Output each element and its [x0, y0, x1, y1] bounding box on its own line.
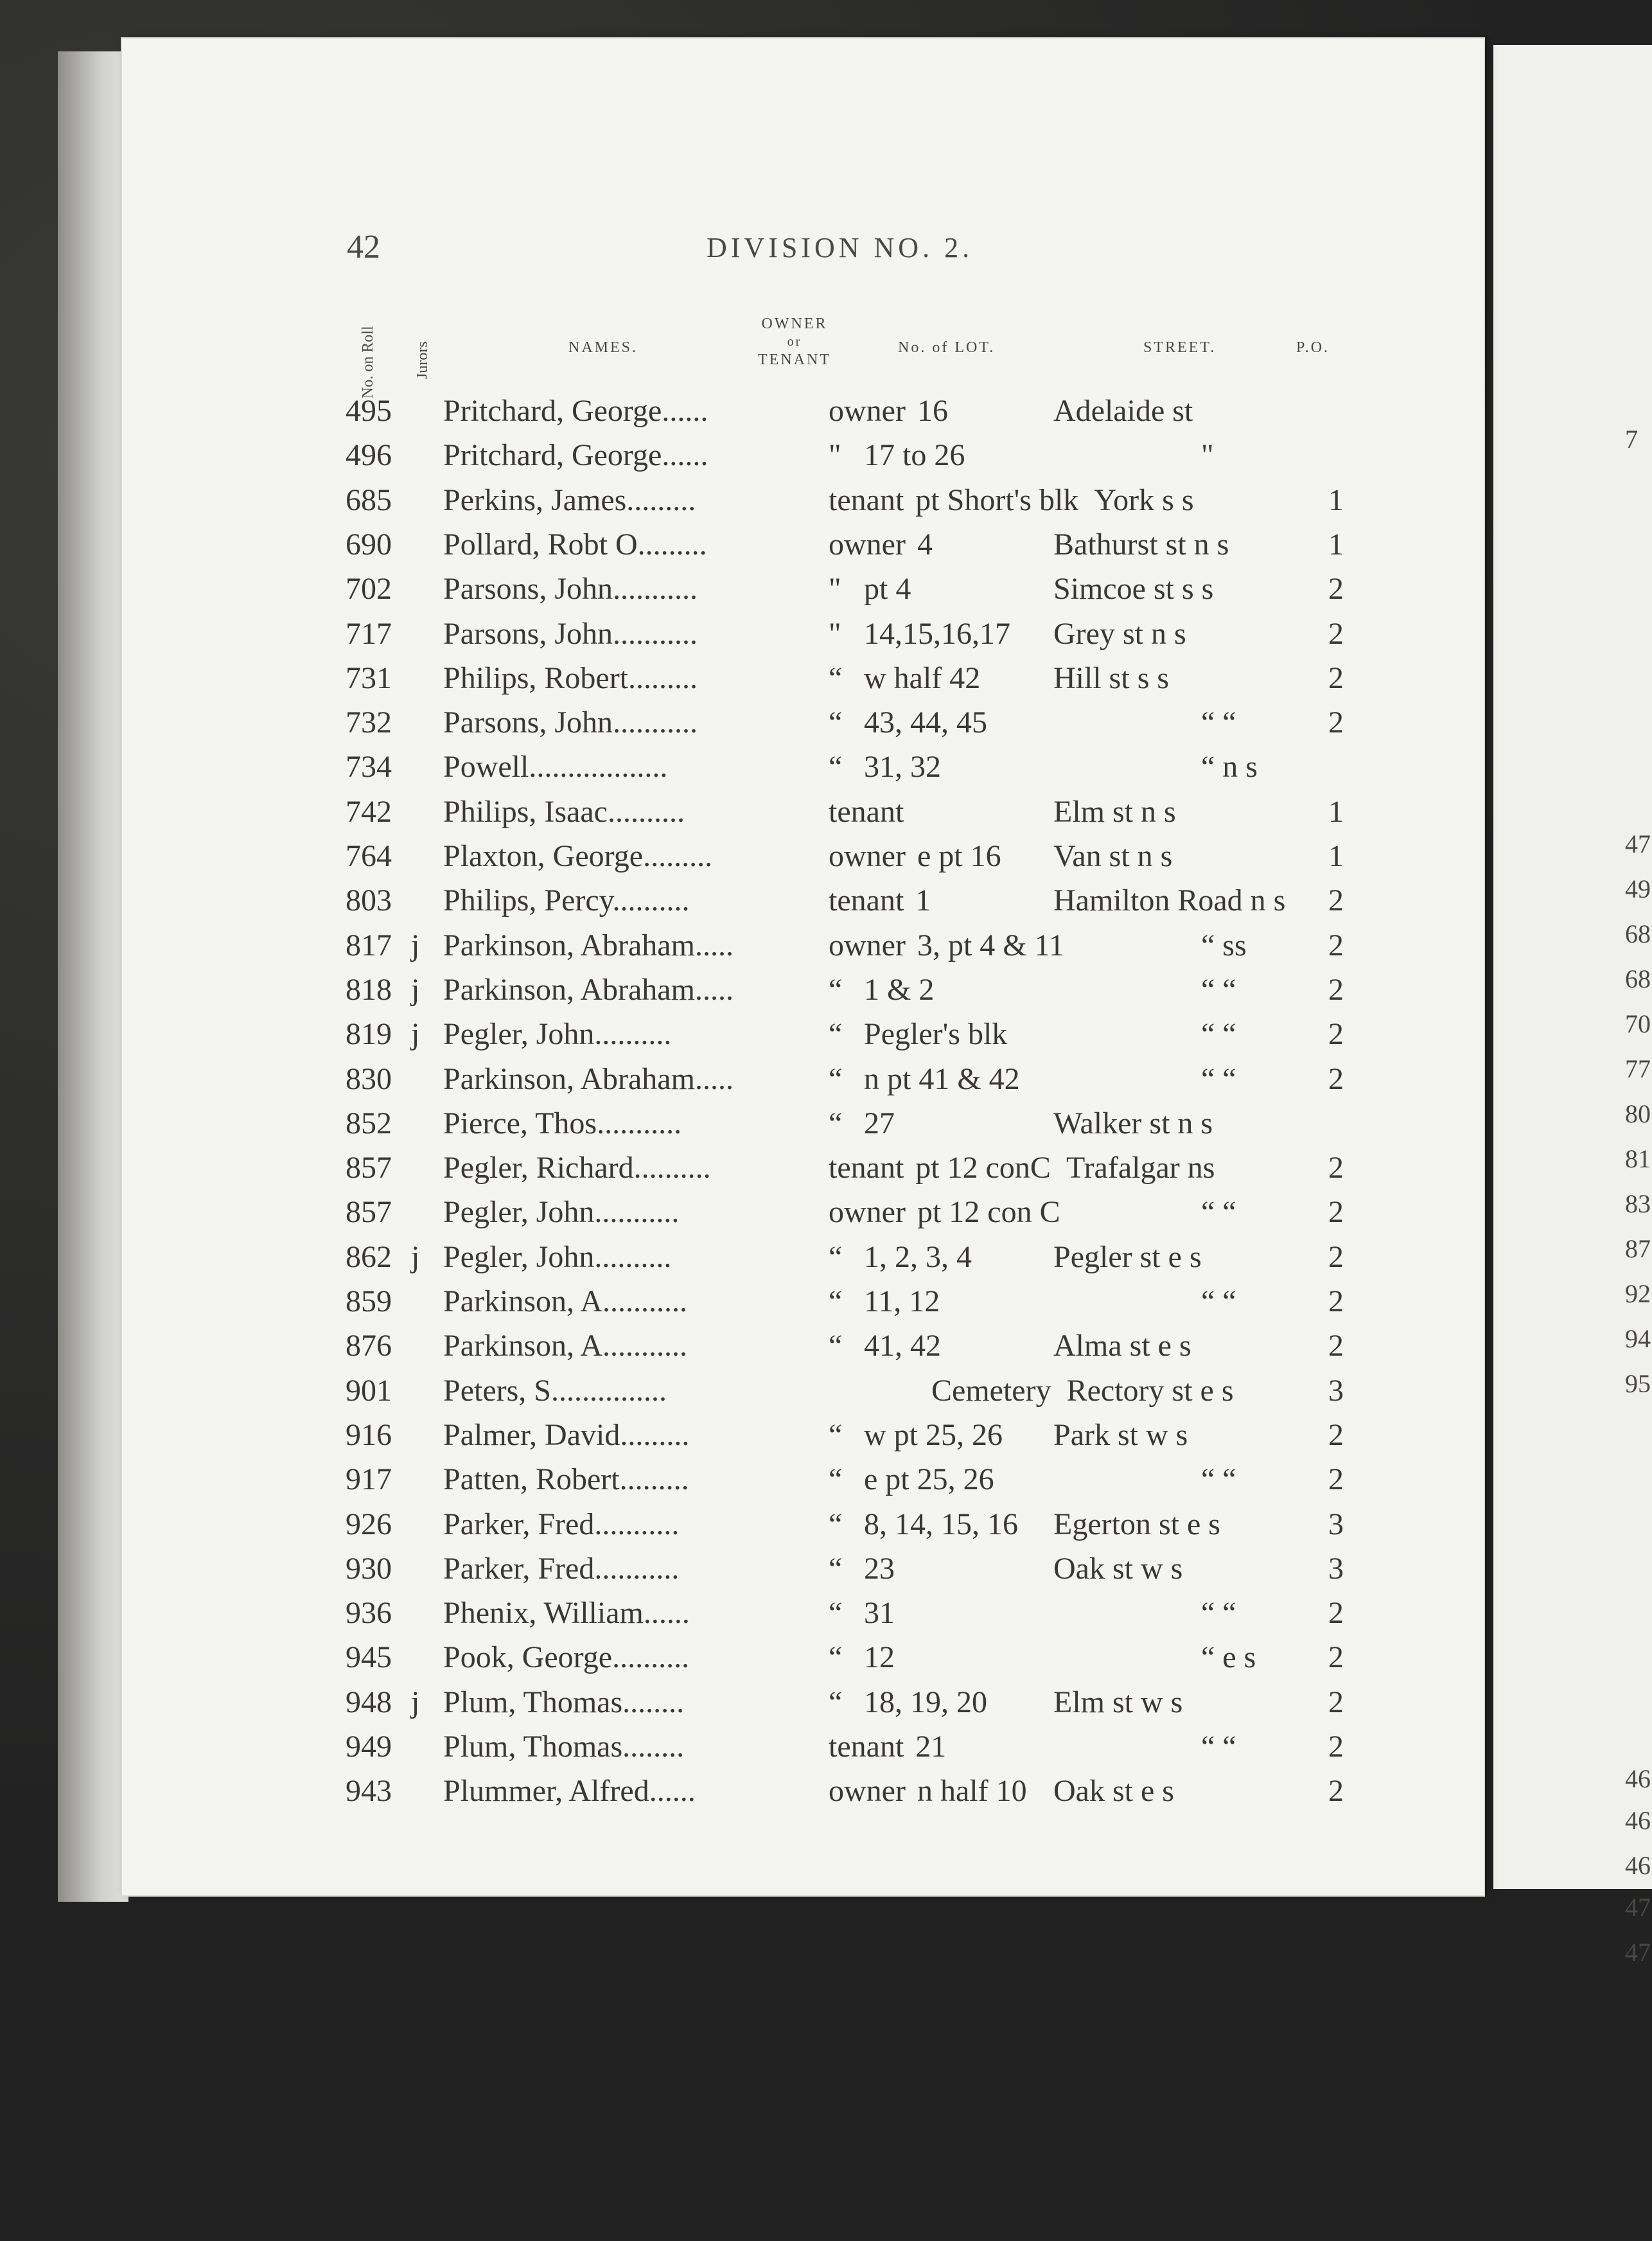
roll-number: 926: [346, 1507, 392, 1541]
adjacent-page-number: 83: [1625, 1189, 1651, 1218]
owner-tenant-cell: “: [829, 1462, 843, 1496]
po-cell: 2: [1328, 1596, 1344, 1630]
table-row: [0, 1150, 1652, 1194]
lot-cell: 8, 14, 15, 16: [864, 1507, 1018, 1541]
name-cell: Parsons, John...........: [443, 617, 698, 651]
street-cell: Oak st e s: [1053, 1774, 1174, 1808]
street-cell: Adelaide st: [1053, 394, 1193, 428]
owner-tenant-cell: owner: [829, 1774, 906, 1808]
adjacent-page-number: 80: [1625, 1099, 1651, 1128]
juror-mark: j: [411, 928, 420, 962]
lot-cell: 43, 44, 45: [864, 705, 987, 740]
owner-tenant-cell: “: [829, 705, 843, 740]
street-cell: ": [1201, 438, 1214, 472]
table-row: [0, 438, 1652, 482]
po-cell: 2: [1328, 1418, 1344, 1452]
street-cell: Rectory st e s: [1066, 1374, 1234, 1408]
street-cell: Hill st s s: [1053, 661, 1170, 695]
owner-tenant-cell: “: [829, 1507, 843, 1541]
name-cell: Pegler, John..........: [443, 1017, 672, 1051]
street-cell: “ “: [1201, 1596, 1236, 1630]
street-cell: “ “: [1201, 1195, 1236, 1229]
lot-cell: 3, pt 4 & 11: [917, 928, 1064, 962]
name-cell: Pierce, Thos...........: [443, 1106, 682, 1140]
division-title: DIVISION NO. 2.: [707, 232, 974, 263]
street-cell: Elm st w s: [1053, 1685, 1183, 1719]
table-row: [0, 1507, 1652, 1551]
lot-cell: 16: [917, 394, 948, 428]
name-cell: Plum, Thomas........: [443, 1685, 685, 1719]
roll-number: 948: [346, 1685, 392, 1719]
owner-tenant-cell: owner: [829, 928, 906, 962]
po-cell: 3: [1328, 1374, 1344, 1408]
owner-tenant-cell: “: [829, 1106, 843, 1140]
street-cell: Grey st n s: [1053, 617, 1186, 651]
owner-tenant-cell: tenant: [829, 883, 904, 917]
owner-tenant-cell: “: [829, 1284, 843, 1318]
name-cell: Patten, Robert.........: [443, 1462, 689, 1496]
street-cell: “ “: [1201, 1062, 1236, 1096]
table-row: [0, 972, 1652, 1016]
lot-cell: pt 12 conC: [915, 1151, 1051, 1185]
street-cell: “ “: [1201, 1462, 1236, 1496]
lot-cell: n half 10: [917, 1774, 1027, 1808]
po-cell: 2: [1328, 1284, 1344, 1318]
po-cell: 2: [1328, 1240, 1344, 1274]
name-cell: Pritchard, George......: [443, 394, 708, 428]
po-cell: 2: [1328, 1329, 1344, 1363]
name-cell: Pook, George..........: [443, 1640, 690, 1674]
header-owner-line1: OWNER: [761, 315, 828, 332]
street-cell: Oak st w s: [1053, 1552, 1183, 1586]
table-row: [0, 1373, 1652, 1417]
roll-number: 852: [346, 1106, 392, 1140]
adjacent-page-number: 47: [1625, 829, 1651, 858]
po-cell: 2: [1328, 1640, 1344, 1674]
header-owner-tenant: [758, 315, 831, 369]
po-cell: 2: [1328, 572, 1344, 606]
street-cell: Walker st n s: [1053, 1106, 1213, 1140]
name-cell: Philips, Robert.........: [443, 661, 698, 695]
juror-mark: j: [411, 973, 420, 1007]
table-row: [0, 1194, 1652, 1239]
roll-number: 862: [346, 1240, 392, 1274]
name-cell: Plaxton, George.........: [443, 839, 713, 873]
owner-tenant-cell: “: [829, 973, 843, 1007]
roll-number: 943: [346, 1774, 392, 1808]
roll-number: 495: [346, 394, 392, 428]
name-cell: Pegler, John..........: [443, 1240, 672, 1274]
name-cell: Pegler, John...........: [443, 1195, 680, 1229]
owner-tenant-cell: “: [829, 750, 843, 784]
adjacent-page-number: 70: [1625, 1009, 1651, 1038]
roll-number: 817: [346, 928, 392, 962]
street-cell: Park st w s: [1053, 1418, 1188, 1452]
roll-number: 949: [346, 1730, 392, 1764]
table-row: [0, 1239, 1652, 1284]
roll-number: 857: [346, 1195, 392, 1229]
adjacent-page-number: 49: [1625, 874, 1651, 903]
street-cell: Bathurst st n s: [1053, 527, 1229, 562]
lot-cell: e pt 25, 26: [864, 1462, 994, 1496]
po-cell: 3: [1328, 1552, 1344, 1586]
po-cell: 2: [1328, 1730, 1344, 1764]
owner-tenant-cell: “: [829, 1640, 843, 1674]
lot-cell: 14,15,16,17: [864, 617, 1010, 651]
table-row: [0, 1595, 1652, 1640]
lot-cell: 21: [915, 1730, 947, 1764]
owner-tenant-cell: owner: [829, 1195, 906, 1229]
street-cell: “ “: [1201, 1017, 1236, 1051]
owner-tenant-cell: owner: [829, 394, 906, 428]
table-row: [0, 1106, 1652, 1150]
roll-number: 916: [346, 1418, 392, 1452]
lot-cell: pt 12 con C: [917, 1195, 1060, 1229]
roll-number: 859: [346, 1284, 392, 1318]
table-row: [0, 1773, 1652, 1818]
adjacent-page-number: 77: [1625, 1054, 1651, 1083]
table-row: [0, 393, 1652, 438]
table-row: [0, 483, 1652, 527]
street-cell: “ “: [1201, 973, 1236, 1007]
lot-cell: 12: [864, 1640, 895, 1674]
table-row: [0, 1284, 1652, 1328]
roll-number: 496: [346, 438, 392, 472]
po-cell: 2: [1328, 1462, 1344, 1496]
owner-tenant-cell: “: [829, 1240, 843, 1274]
owner-tenant-cell: tenant: [829, 795, 904, 829]
roll-number: 734: [346, 750, 392, 784]
juror-mark: j: [411, 1685, 420, 1719]
street-cell: “ ss: [1201, 928, 1247, 962]
roll-number: 731: [346, 661, 392, 695]
table-row: [0, 660, 1652, 705]
adjacent-page-number: 46: [1625, 1764, 1651, 1793]
adjacent-page-number: 7: [1625, 425, 1638, 454]
lot-cell: 41, 42: [864, 1329, 941, 1363]
roll-number: 803: [346, 883, 392, 917]
name-cell: Peters, S...............: [443, 1374, 667, 1408]
lot-cell: 4: [917, 527, 933, 562]
street-cell: “ e s: [1201, 1640, 1256, 1674]
table-row: [0, 1417, 1652, 1462]
adjacent-page-number: 92: [1625, 1279, 1651, 1308]
header-street: STREET.: [1143, 339, 1217, 356]
owner-tenant-cell: owner: [829, 527, 906, 562]
roll-number: 830: [346, 1062, 392, 1096]
adjacent-page-number: 46: [1625, 1806, 1651, 1835]
lot-cell: Cemetery: [931, 1374, 1051, 1408]
roll-number: 936: [346, 1596, 392, 1630]
adjacent-page-number: 46: [1625, 1851, 1651, 1880]
table-row: [0, 749, 1652, 793]
po-cell: 1: [1328, 483, 1344, 517]
page-number: 42: [347, 229, 380, 265]
name-cell: Plum, Thomas........: [443, 1730, 685, 1764]
table-row: [0, 1551, 1652, 1595]
roll-number: 818: [346, 973, 392, 1007]
po-cell: 2: [1328, 705, 1344, 740]
po-cell: 2: [1328, 617, 1344, 651]
owner-tenant-cell: “: [829, 1685, 843, 1719]
street-cell: Hamilton Road n s: [1053, 883, 1286, 917]
po-cell: 2: [1328, 661, 1344, 695]
roll-number: 901: [346, 1374, 392, 1408]
header-owner-line3: TENANT: [758, 351, 831, 368]
table-row: [0, 571, 1652, 616]
adjacent-page-number: 95: [1625, 1369, 1651, 1398]
table-row: [0, 794, 1652, 838]
adjacent-page-number: 81: [1625, 1144, 1651, 1173]
name-cell: Parsons, John...........: [443, 705, 698, 740]
street-cell: Trafalgar ns: [1066, 1151, 1215, 1185]
street-cell: “ “: [1201, 705, 1236, 740]
table-row: [0, 1729, 1652, 1773]
name-cell: Powell..................: [443, 750, 668, 784]
name-cell: Philips, Isaac..........: [443, 795, 685, 829]
table-row: [0, 616, 1652, 660]
lot-cell: 1, 2, 3, 4: [864, 1240, 972, 1274]
roll-number: 702: [346, 572, 392, 606]
header-roll: No. on Roll: [360, 326, 376, 398]
roll-number: 930: [346, 1552, 392, 1586]
po-cell: 2: [1328, 883, 1344, 917]
lot-cell: pt Short's blk: [915, 483, 1079, 517]
name-cell: Philips, Percy..........: [443, 883, 690, 917]
street-cell: Elm st n s: [1053, 795, 1176, 829]
roll-number: 717: [346, 617, 392, 651]
name-cell: Pegler, Richard..........: [443, 1151, 711, 1185]
adjacent-page-number: 87: [1625, 1234, 1651, 1263]
roll-number: 876: [346, 1329, 392, 1363]
header-names: NAMES.: [568, 339, 638, 356]
lot-cell: 23: [864, 1552, 895, 1586]
street-cell: “ “: [1201, 1730, 1236, 1764]
street-cell: “ n s: [1201, 750, 1258, 784]
table-row: [0, 883, 1652, 927]
adjacent-page-number: 68: [1625, 919, 1651, 948]
po-cell: 2: [1328, 1195, 1344, 1229]
owner-tenant-cell: “: [829, 1552, 843, 1586]
po-cell: 2: [1328, 1062, 1344, 1096]
name-cell: Parkinson, A...........: [443, 1329, 688, 1363]
lot-cell: 11, 12: [864, 1284, 940, 1318]
table-row: [0, 1640, 1652, 1684]
table-row: [0, 1016, 1652, 1061]
po-cell: 2: [1328, 1017, 1344, 1051]
street-cell: York s s: [1094, 483, 1194, 517]
table-row: [0, 928, 1652, 972]
po-cell: 1: [1328, 795, 1344, 829]
lot-cell: Pegler's blk: [864, 1017, 1008, 1051]
street-cell: Alma st e s: [1053, 1329, 1191, 1363]
name-cell: Parkinson, Abraham.....: [443, 1062, 734, 1096]
lot-cell: 17 to 26: [864, 438, 965, 472]
lot-cell: 1: [915, 883, 931, 917]
owner-tenant-cell: owner: [829, 839, 906, 873]
name-cell: Parkinson, Abraham.....: [443, 973, 734, 1007]
juror-mark: j: [411, 1017, 420, 1051]
lot-cell: 18, 19, 20: [864, 1685, 987, 1719]
po-cell: 2: [1328, 1151, 1344, 1185]
owner-tenant-cell: ": [829, 617, 841, 651]
roll-number: 742: [346, 795, 392, 829]
owner-tenant-cell: “: [829, 1596, 843, 1630]
lot-cell: 27: [864, 1106, 895, 1140]
name-cell: Plummer, Alfred......: [443, 1774, 696, 1808]
street-cell: “ “: [1201, 1284, 1236, 1318]
po-cell: 2: [1328, 928, 1344, 962]
adjacent-page-number: 68: [1625, 964, 1651, 993]
roll-number: 764: [346, 839, 392, 873]
name-cell: Palmer, David.........: [443, 1418, 690, 1452]
name-cell: Parkinson, A...........: [443, 1284, 688, 1318]
lot-cell: 31: [864, 1596, 895, 1630]
roll-number: 685: [346, 483, 392, 517]
table-row: [0, 527, 1652, 571]
owner-tenant-cell: “: [829, 1418, 843, 1452]
name-cell: Parker, Fred...........: [443, 1507, 680, 1541]
table-row: [0, 705, 1652, 749]
header-lot: No. of LOT.: [898, 339, 996, 356]
roll-number: 917: [346, 1462, 392, 1496]
name-cell: Parker, Fred...........: [443, 1552, 680, 1586]
name-cell: Pritchard, George......: [443, 438, 708, 472]
owner-tenant-cell: tenant: [829, 1151, 904, 1185]
po-cell: 1: [1328, 527, 1344, 562]
po-cell: 1: [1328, 839, 1344, 873]
roll-number: 819: [346, 1017, 392, 1051]
roll-number: 732: [346, 705, 392, 740]
owner-tenant-cell: tenant: [829, 1730, 904, 1764]
roll-number: 857: [346, 1151, 392, 1185]
name-cell: Pollard, Robt O.........: [443, 527, 707, 562]
po-cell: 3: [1328, 1507, 1344, 1541]
lot-cell: n pt 41 & 42: [864, 1062, 1020, 1096]
owner-tenant-cell: “: [829, 1062, 843, 1096]
name-cell: Phenix, William......: [443, 1596, 690, 1630]
lot-cell: 31, 32: [864, 750, 941, 784]
header-owner-line2: or: [787, 335, 802, 349]
table-row: [0, 1328, 1652, 1372]
table-row: [0, 1685, 1652, 1729]
owner-tenant-cell: ": [829, 572, 841, 606]
owner-tenant-cell: “: [829, 661, 843, 695]
street-cell: Egerton st e s: [1053, 1507, 1220, 1541]
street-cell: Pegler st e s: [1053, 1240, 1202, 1274]
owner-tenant-cell: “: [829, 1017, 843, 1051]
street-cell: Van st n s: [1053, 839, 1173, 873]
owner-tenant-cell: ": [829, 438, 841, 472]
adjacent-page-number: 47: [1625, 1938, 1651, 1967]
name-cell: Parsons, John...........: [443, 572, 698, 606]
po-cell: 2: [1328, 1774, 1344, 1808]
table-row: [0, 838, 1652, 883]
roll-number: 690: [346, 527, 392, 562]
owner-tenant-cell: tenant: [829, 483, 904, 517]
roll-number: 945: [346, 1640, 392, 1674]
table-row: [0, 1061, 1652, 1106]
name-cell: Perkins, James.........: [443, 483, 696, 517]
lot-cell: 1 & 2: [864, 973, 935, 1007]
lot-cell: w pt 25, 26: [864, 1418, 1003, 1452]
po-cell: 2: [1328, 973, 1344, 1007]
adjacent-page-number: 47: [1625, 1893, 1651, 1922]
name-cell: Parkinson, Abraham.....: [443, 928, 734, 962]
street-cell: Simcoe st s s: [1053, 572, 1214, 606]
adjacent-page-number: 94: [1625, 1324, 1651, 1353]
po-cell: 2: [1328, 1685, 1344, 1719]
header-jurors: Jurors: [414, 341, 431, 379]
owner-tenant-cell: “: [829, 1329, 843, 1363]
lot-cell: e pt 16: [917, 839, 1001, 873]
lot-cell: w half 42: [864, 661, 981, 695]
lot-cell: pt 4: [864, 572, 911, 606]
table-row: [0, 1462, 1652, 1506]
header-po: P.O.: [1296, 339, 1330, 356]
juror-mark: j: [411, 1240, 420, 1274]
